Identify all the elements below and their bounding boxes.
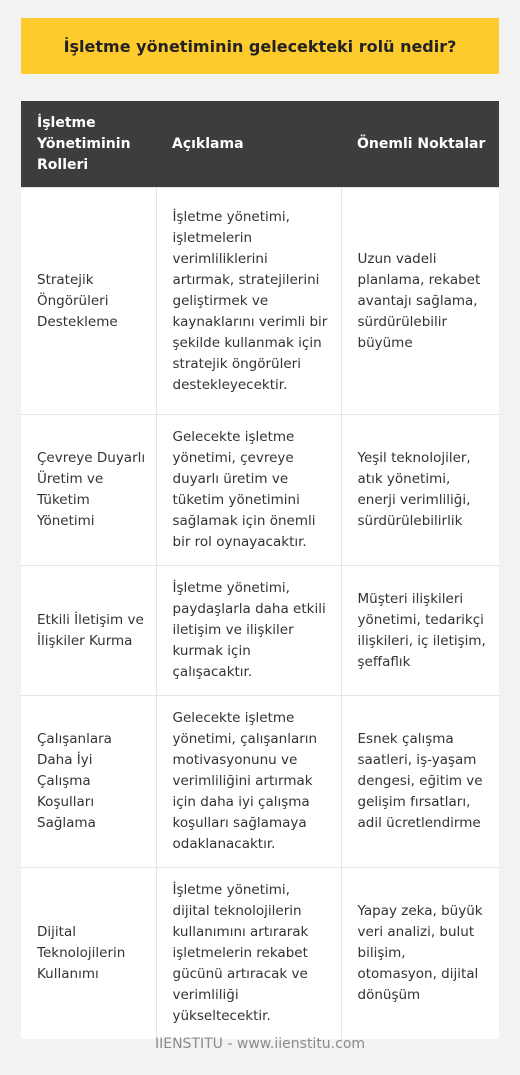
- table-header-row: [21, 101, 499, 188]
- role-cell: Çevreye Duyarlı Üretim ve Tüketim Yönetimi: [21, 415, 156, 566]
- description-cell: İşletme yönetimi, paydaşlarla daha etkili iletişim ve ilişkiler kurmak için çalışacaktır.: [156, 566, 341, 696]
- table-row: [21, 696, 499, 868]
- role-cell: Etkili İletişim ve İlişkiler Kurma: [21, 566, 156, 696]
- role-cell: Çalışanlara Daha İyi Çalışma Koşulları Sağlama: [21, 696, 156, 868]
- points-cell: Müşteri ilişkileri yönetimi, tedarikçi ilişkileri, iç iletişim, şeffaflık: [341, 566, 499, 696]
- points-cell: Yapay zeka, büyük veri analizi, bulut bilişim, otomasyon, dijital dönüşüm: [341, 868, 499, 1040]
- page-title: İşletme yönetiminin gelecekteki rolü nedir?: [21, 18, 499, 74]
- points-cell: Esnek çalışma saatleri, iş-yaşam dengesi, eğitim ve gelişim fırsatları, adil ücretlendirme: [341, 696, 499, 868]
- header-description: Açıklama: [156, 101, 341, 188]
- role-cell: Stratejik Öngörüleri Destekleme: [21, 188, 156, 415]
- table-row: [21, 415, 499, 566]
- footer-credit: IIENSTITU - www.iienstitu.com: [154, 1036, 366, 1052]
- table-row: [21, 566, 499, 696]
- table-row: [21, 188, 499, 415]
- points-cell: Yeşil teknolojiler, atık yönetimi, enerji verimliliği, sürdürülebilirlik: [341, 415, 499, 566]
- header-key-points: Önemli Noktalar: [341, 101, 499, 188]
- roles-table: [21, 101, 499, 1039]
- points-cell: Uzun vadeli planlama, rekabet avantajı sağlama, sürdürülebilir büyüme: [341, 188, 499, 415]
- description-cell: Gelecekte işletme yönetimi, çalışanların motivasyonunu ve verimliliğini artırmak için daha iyi çalışma koşulları sağlamaya odaklanacaktır.: [156, 696, 341, 868]
- description-cell: İşletme yönetimi, işletmelerin verimliliklerini artırmak, stratejilerini geliştirmek ve kaynaklarını verimli bir şekilde kullanmak için stratejik öngörüleri destekleyecektir.: [156, 188, 341, 415]
- description-cell: Gelecekte işletme yönetimi, çevreye duyarlı üretim ve tüketim yönetimini sağlamak için önemli bir rol oynayacaktır.: [156, 415, 341, 566]
- header-roles: İşletme Yönetiminin Rolleri: [21, 101, 156, 188]
- table-row: [21, 868, 499, 1040]
- role-cell: Dijital Teknolojilerin Kullanımı: [21, 868, 156, 1040]
- description-cell: İşletme yönetimi, dijital teknolojilerin kullanımını artırarak işletmelerin rekabet gücünü artıracak ve verimliliği yükseltecektir.: [156, 868, 341, 1040]
